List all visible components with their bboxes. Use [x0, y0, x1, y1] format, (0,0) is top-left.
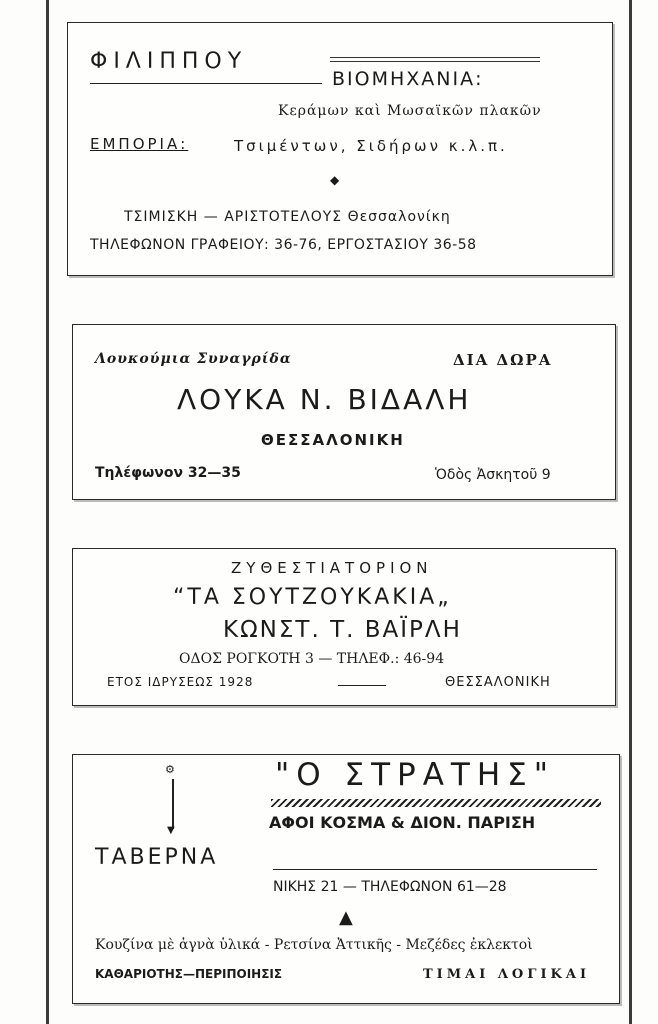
tavern-title: "Ο ΣΤΡΑΤΗΣ"	[275, 757, 556, 793]
restaurant-title: “ΤΑ ΣΟΥΤΖΟΥΚΑΚΙΑ„	[173, 585, 452, 610]
decorative-band	[271, 799, 601, 807]
loukoumia-tag: Λουκούμια Συναγρίδα	[95, 351, 292, 367]
ad-filippou	[67, 22, 613, 276]
ad-soutzoukakia	[72, 548, 616, 706]
page-right-edge	[629, 0, 632, 1024]
cleanliness: ΚΑΘΑΡΙΟΤΗΣ—ΠΕΡΙΠΟΙΗΣΙΣ	[95, 967, 283, 981]
prices: ΤΙΜΑΙ ΛΟΓΙΚΑΙ	[423, 967, 591, 982]
ad-vidali	[72, 324, 616, 500]
diamond-ornament-icon: ◆	[330, 173, 340, 187]
company-name: ΦΙΛΙΠΠΟΥ	[90, 49, 248, 74]
city: ΘΕΣΣΑΛΟΝΙΚΗ	[261, 431, 405, 449]
owners: ΑΦΟΙ ΚΟΣΜΑ & ΔΙΟΝ. ΠΑΡΙΣΗ	[269, 813, 536, 832]
industry-products: Κεράμων καὶ Μωσαϊκῶν πλακῶν	[278, 103, 542, 119]
arrow-head-icon: ▼	[167, 825, 175, 836]
page-left-edge	[46, 0, 49, 1024]
tavern-underline	[273, 869, 597, 870]
owner-name: ΚΩΝΣΤ. Τ. ΒΑΪΡΛΗ	[223, 617, 462, 643]
tavern-label: ΤΑΒΕΡΝΑ	[95, 845, 219, 870]
street: Ὁδὸς Ἀσκητοῦ 9	[435, 467, 551, 483]
founded: ΕΤΟΣ ΙΔΡΥΣΕΩΣ 1928	[107, 675, 254, 689]
arrow-ornament-icon: ⚙	[165, 763, 175, 776]
shop-owner: ΛΟΥΚΑ Ν. ΒΙΔΑΛΗ	[177, 383, 472, 416]
name-underline	[90, 83, 322, 84]
industry-label: ΒΙΟΜΗΧΑΝΙΑ:	[332, 68, 484, 90]
trade-products: Τσιμέντων, Σιδήρων κ.λ.π.	[234, 137, 508, 155]
double-rule	[330, 57, 540, 62]
address-phone: ΟΔΟΣ ΡΟΓΚΟΤΗ 3 — ΤΗΛΕΦ.: 46-94	[179, 651, 445, 667]
city: ΘΕΣΣΑΛΟΝΙΚΗ	[445, 675, 551, 690]
gift-tag: ΔΙΑ ΔΩΡΑ	[453, 351, 553, 369]
trade-label: ΕΜΠΟΡΙΑ:	[90, 135, 189, 153]
menu-line: Κουζίνα μὲ ἁγνὰ ὑλικά - Ρετσίνα Ἀττικῆς - Μεζέδες ἐκλεκτοὶ	[95, 937, 533, 953]
phones: ΤΗΛΕΦΩΝΟΝ ΓΡΑΦΕΙΟΥ: 36-76, ΕΡΓΟΣΤΑΣΙΟΥ 36-58	[90, 237, 477, 253]
business-type: ΖΥΘΕΣΤΙΑΤΟΡΙΟΝ	[231, 559, 433, 577]
arrow-shaft	[172, 779, 174, 829]
dash-separator	[338, 685, 386, 686]
ad-stratis	[72, 754, 620, 1004]
triangle-ornament-icon: ▲	[339, 907, 353, 928]
address: ΤΣΙΜΙΣΚΗ — ΑΡΙΣΤΟΤΕΛΟΥΣ Θεσσαλονίκη	[124, 209, 451, 225]
address-phone: ΝΙΚΗΣ 21 — ΤΗΛΕΦΩΝΟΝ 61—28	[273, 879, 507, 895]
phone: Τηλέφωνον 32—35	[95, 465, 241, 481]
